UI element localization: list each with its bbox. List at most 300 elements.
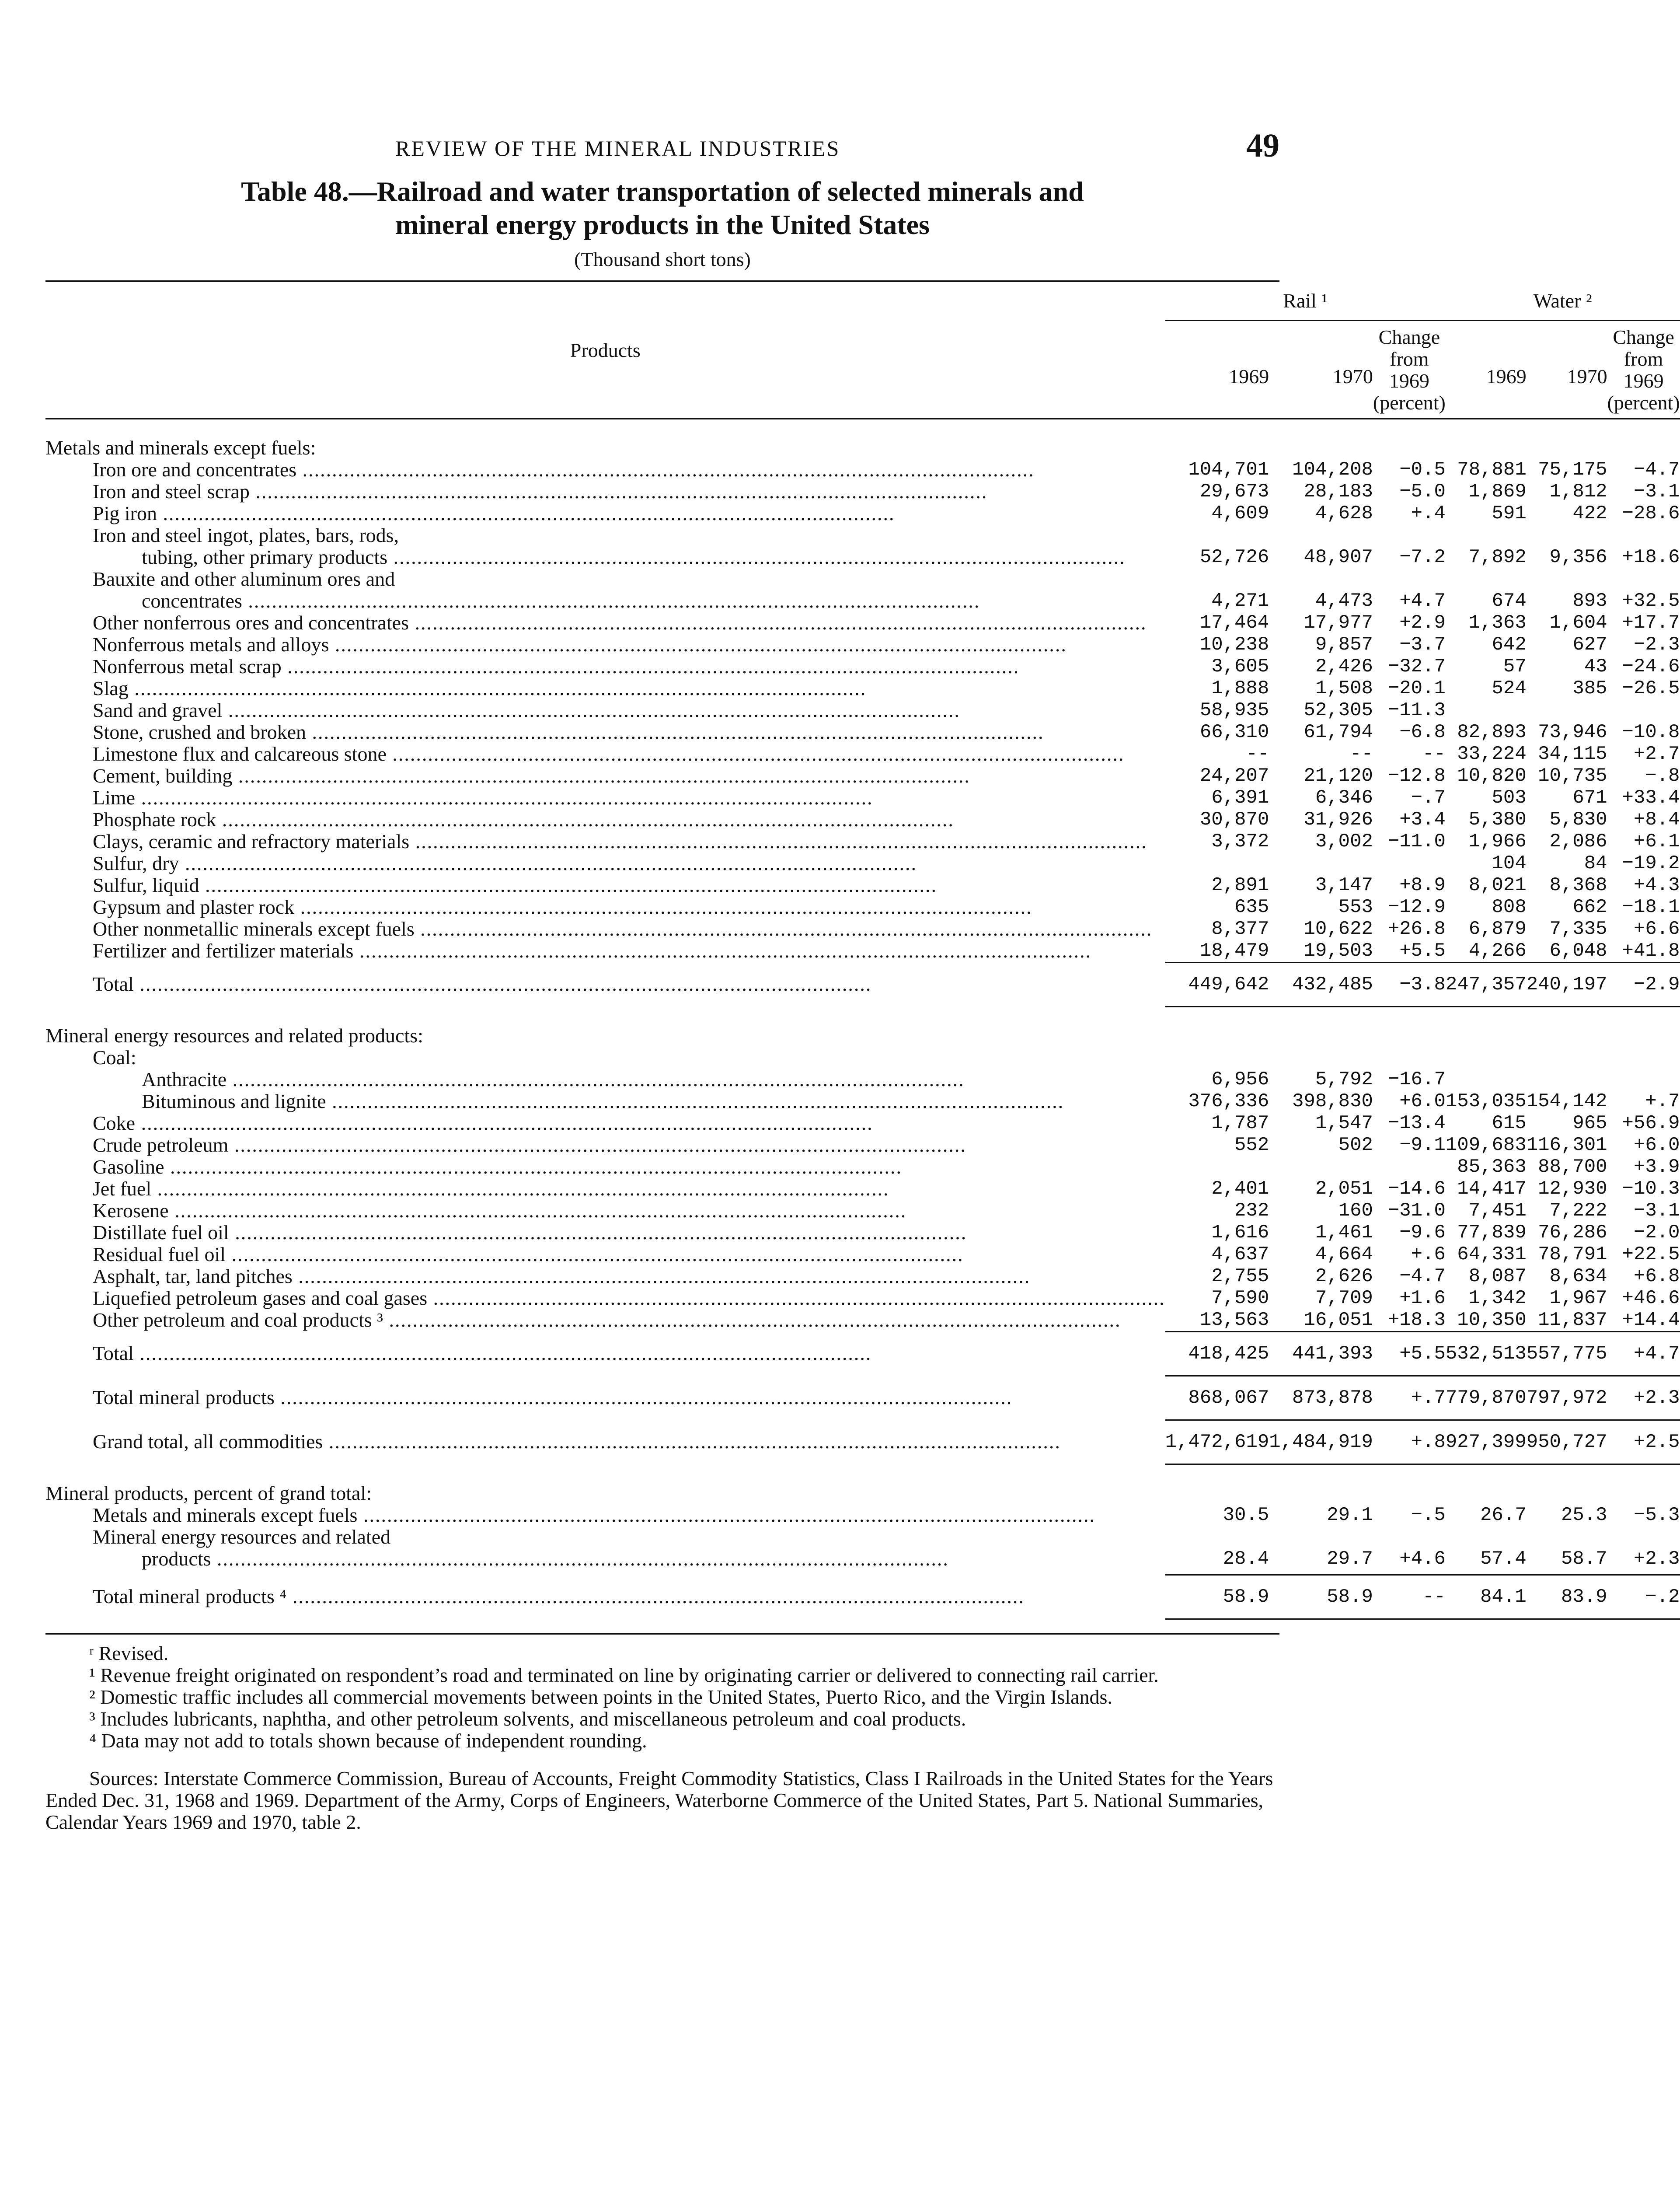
rail-change-cell (1373, 568, 1446, 590)
rail-1969-cell: 104,701 (1188, 459, 1269, 481)
rail-1970-cell: 28,183 (1304, 481, 1373, 503)
water-1969-cell (1446, 699, 1527, 721)
water-1969-cell: 247,357 (1446, 963, 1527, 1007)
water-1970-cell: 83.9 (1527, 1575, 1607, 1619)
table-row (45, 809, 1680, 831)
water-change-cell (1607, 524, 1680, 546)
water-1970-cell: 627 (1572, 634, 1607, 656)
row-label-text: Cement, building ..... (93, 765, 970, 787)
water-1969-cell: 808 (1492, 896, 1527, 918)
row-label-text: Sulfur, dry ..... (93, 852, 917, 874)
rail-1969-cell: 1,472,619 (1165, 1420, 1269, 1464)
rail-1970-cell: 398,830 (1292, 1090, 1373, 1112)
rail-1969-cell: 3,372 (1211, 831, 1269, 852)
water-change-cell: +6.6 (1633, 918, 1680, 940)
water-change-cell: −18.1 (1622, 896, 1680, 918)
row-label (45, 1222, 1165, 1244)
water-1969-cell: 104 (1492, 852, 1527, 874)
water-change-cell: −.2 (1607, 1575, 1680, 1619)
row-label (45, 634, 1165, 656)
table-row (45, 940, 1680, 963)
water-change-cell (1607, 1069, 1680, 1090)
row-label-text: Sulfur, liquid ..... (93, 874, 937, 896)
water-1969-cell: 1,342 (1468, 1287, 1527, 1309)
water-change-cell: −5.3 (1633, 1504, 1680, 1526)
rail-1969-cell: 6,391 (1211, 787, 1269, 809)
water-change-cell: +6.8 (1633, 1265, 1680, 1287)
rail-1970-cell: 553 (1338, 896, 1373, 918)
row-label-text: Residual fuel oil ..... (93, 1243, 964, 1265)
water-1970-cell: 7,222 (1549, 1200, 1607, 1222)
row-label (45, 1069, 1165, 1090)
row-label-text: Other nonmetallic minerals except fuels ..... (93, 918, 1152, 940)
row-label-text: Crude petroleum ..... (93, 1134, 966, 1156)
rail-change-cell: −3.8 (1373, 963, 1446, 1007)
water-1969-cell: 57.4 (1480, 1548, 1527, 1570)
water-change-cell: +22.5 (1622, 1244, 1680, 1265)
water-1969-cell: 57 (1503, 656, 1527, 678)
rail-1970-cell: -- (1350, 743, 1373, 765)
water-1970-cell: 2,086 (1549, 831, 1607, 852)
table-row (45, 831, 1680, 852)
water-1969-cell: 10,820 (1457, 765, 1527, 787)
page-number: 49 (1246, 127, 1279, 164)
row-label (45, 546, 1165, 568)
rail-1969-cell: 1,616 (1211, 1222, 1269, 1244)
water-1969-cell: 524 (1492, 678, 1527, 699)
footnote-revised: ʳ Revised. (89, 1642, 169, 1664)
row-label (45, 1376, 1165, 1420)
row-label (45, 1548, 1165, 1575)
table-row (45, 481, 1680, 503)
rail-1970-cell: 10,622 (1304, 918, 1373, 940)
row-label-text: Other nonferrous ores and concentrates ..... (93, 611, 1147, 634)
rail-1969-cell: 8,377 (1211, 918, 1269, 940)
water-change-cell: −.8 (1645, 765, 1680, 787)
water-change-header (1607, 321, 1680, 419)
table-row (45, 1332, 1680, 1376)
water-1970-cell: 12,930 (1538, 1178, 1607, 1200)
rail-1970-cell: 502 (1338, 1134, 1373, 1156)
water-1970-cell: 75,175 (1538, 459, 1607, 481)
footnote-3: ³ Includes lubricants, naphtha, and other petroleum solvents, and miscellaneous petroleum and coal products. (89, 1708, 966, 1730)
section-label: Mineral energy resources and related products: (45, 1024, 423, 1047)
water-1969-cell: 8,087 (1468, 1265, 1527, 1287)
rail-1970-cell: 16,051 (1304, 1309, 1373, 1331)
rail-1969-cell: 3,605 (1211, 656, 1269, 678)
row-label-text: Liquefied petroleum gases and coal gases ..... (93, 1287, 1165, 1309)
water-change-cell: −4.7 (1633, 459, 1680, 481)
row-label (45, 831, 1165, 852)
rail-1970-cell: 48,907 (1304, 546, 1373, 568)
water-1969-cell: 85,363 (1457, 1156, 1527, 1178)
rail-1970-cell: 4,473 (1315, 590, 1373, 612)
rail-change-cell: −32.7 (1387, 656, 1446, 678)
water-1969-cell: 1,966 (1468, 831, 1527, 852)
water-1969-cell: 4,266 (1468, 940, 1527, 962)
rail-1969-cell: 2,755 (1211, 1265, 1269, 1287)
row-label (45, 1178, 1165, 1200)
row-label (45, 765, 1165, 787)
rail-change-cell: −4.7 (1399, 1265, 1446, 1287)
rail-1970-cell: 7,709 (1315, 1287, 1373, 1309)
row-label-text: Bituminous and lignite ..... (142, 1090, 1064, 1112)
rail-change-cell (1373, 852, 1446, 874)
water-change-cell: +2.3 (1633, 1548, 1680, 1570)
rail-1969-cell: 24,207 (1199, 765, 1269, 787)
rail-change-cell: −7.2 (1399, 546, 1446, 568)
water-change-l1: Change (1613, 326, 1674, 348)
rail-1970-cell: 2,051 (1315, 1178, 1373, 1200)
water-1969-cell: 7,451 (1468, 1200, 1527, 1222)
table-title-line2: mineral energy products in the United States (395, 209, 930, 240)
data-table-wrapper (45, 280, 1680, 1620)
row-label (45, 852, 1165, 874)
row-label (45, 612, 1165, 634)
table-row (45, 1575, 1680, 1619)
rail-change-l3: 1969 (1389, 370, 1429, 392)
water-change-cell: +2.7 (1633, 743, 1680, 765)
table-row (45, 918, 1680, 940)
rail-1970-cell (1269, 1156, 1373, 1178)
water-change-cell: +18.6 (1622, 546, 1680, 568)
row-label-text: Coke ..... (93, 1112, 873, 1134)
table-units: (Thousand short tons) (574, 248, 751, 270)
row-label (45, 1420, 1165, 1464)
water-1969-cell: 77,839 (1457, 1222, 1527, 1244)
table-row (45, 852, 1680, 874)
row-label (45, 918, 1165, 940)
rail-1970-header: 1970 (1332, 365, 1373, 388)
row-label (45, 678, 1165, 699)
row-label (45, 721, 1165, 743)
rail-1969-header: 1969 (1229, 365, 1269, 388)
rail-change-cell: +4.7 (1399, 590, 1446, 612)
rail-1969-cell: 30,870 (1199, 809, 1269, 831)
water-1969-cell: 674 (1492, 590, 1527, 612)
table-row (45, 1287, 1680, 1309)
rail-1969-cell: 66,310 (1199, 721, 1269, 743)
row-label-text: Gasoline ..... (93, 1156, 902, 1178)
rail-change-cell: +5.5 (1373, 1332, 1446, 1376)
rail-change-cell: −6.8 (1399, 721, 1446, 743)
rail-1969-cell: 418,425 (1165, 1332, 1269, 1376)
rail-1969-cell: 449,642 (1165, 963, 1269, 1007)
rail-change-cell (1373, 1156, 1446, 1178)
rail-1969-cell: 868,067 (1165, 1376, 1269, 1420)
water-1970-cell: 78,791 (1538, 1244, 1607, 1265)
water-1969-cell: 64,331 (1457, 1244, 1527, 1265)
water-1970-cell (1527, 524, 1607, 546)
table-row (45, 1112, 1680, 1134)
footnote-4: ⁴ Data may not add to totals shown because of independent rounding. (89, 1729, 647, 1752)
water-1970-cell: 557,775 (1527, 1332, 1607, 1376)
table-row (45, 1309, 1680, 1332)
rail-change-cell: −9.6 (1399, 1222, 1446, 1244)
water-1970-cell: 1,812 (1549, 481, 1607, 503)
table-row (45, 1156, 1680, 1178)
data-table (45, 282, 1680, 1620)
water-1969-cell: 7,892 (1468, 546, 1527, 568)
water-1970-cell: 76,286 (1538, 1222, 1607, 1244)
row-label-text: Clays, ceramic and refractory materials ..... (93, 830, 1147, 852)
water-1970-cell: 5,830 (1549, 809, 1607, 831)
water-1969-cell: 591 (1492, 503, 1527, 524)
water-header: Water ² (1446, 282, 1680, 321)
products-header: Products (570, 339, 641, 361)
rail-1969-cell: 10,238 (1199, 634, 1269, 656)
table-row (45, 699, 1680, 721)
water-1969-cell: 10,350 (1457, 1309, 1527, 1331)
rail-1970-cell: 3,002 (1315, 831, 1373, 852)
row-label (45, 1332, 1165, 1376)
row-label-text: Total ..... (93, 1342, 871, 1364)
section-label: Coal: (93, 1046, 136, 1069)
water-1969-cell: 153,035 (1445, 1090, 1527, 1112)
table-row (45, 1420, 1680, 1464)
rail-1969-cell: 52,726 (1199, 546, 1269, 568)
row-label (45, 743, 1165, 765)
row-label (45, 1134, 1165, 1156)
water-1970-cell: 7,335 (1549, 918, 1607, 940)
rail-1970-cell: 432,485 (1269, 963, 1373, 1007)
rail-1969-cell: 58,935 (1199, 699, 1269, 721)
water-change-cell: −28.6 (1622, 503, 1680, 524)
rail-1970-cell: 1,508 (1315, 678, 1373, 699)
water-change-cell: +14.4 (1622, 1309, 1680, 1331)
footnote-2: ² Domestic traffic includes all commercial movements between points in the United States, Puerto Rico, and the Virgin Islands. (89, 1686, 1112, 1708)
water-1970-cell: 6,048 (1549, 940, 1607, 962)
rail-change-cell: +8.9 (1399, 874, 1446, 896)
water-change-cell: +46.6 (1622, 1287, 1680, 1309)
water-1969-cell: 1,363 (1468, 612, 1527, 634)
water-1970-header: 1970 (1567, 365, 1607, 388)
table-row (45, 1265, 1680, 1287)
water-1970-cell (1527, 1069, 1607, 1090)
rail-1970-cell (1269, 568, 1373, 590)
table-row (45, 612, 1680, 634)
water-1969-cell: 532,513 (1446, 1332, 1527, 1376)
rail-change-cell: −12.8 (1387, 765, 1446, 787)
row-label-text: Nonferrous metal scrap ..... (93, 655, 1019, 678)
table-row (45, 634, 1680, 656)
rail-1969-cell (1165, 568, 1269, 590)
table-body (45, 419, 1680, 1619)
rail-1969-cell: 376,336 (1188, 1090, 1269, 1112)
row-label-text: Total mineral products ..... (93, 1386, 1012, 1408)
row-label-text: Iron and steel scrap ..... (93, 480, 987, 503)
row-label (45, 1309, 1165, 1332)
water-change-cell: +3.9 (1633, 1156, 1680, 1178)
rail-1970-cell: 2,626 (1315, 1265, 1373, 1287)
water-1969-cell: 109,683 (1445, 1134, 1527, 1156)
rail-change-cell: −.7 (1411, 787, 1446, 809)
section-row (45, 419, 1680, 459)
row-label-text: Other petroleum and coal products ³ ..... (93, 1309, 1121, 1331)
rail-1970-cell: 19,503 (1304, 940, 1373, 962)
row-label-text: Jet fuel ..... (93, 1177, 889, 1200)
rail-change-cell: +2.9 (1399, 612, 1446, 634)
rail-change-cell: +.7 (1373, 1376, 1446, 1420)
row-label (45, 809, 1165, 831)
water-1969-cell: 503 (1492, 787, 1527, 809)
table-row (45, 874, 1680, 896)
rail-change-cell (1373, 524, 1446, 546)
table-row (45, 1090, 1680, 1112)
running-header (45, 127, 1279, 175)
rail-change-cell: +1.6 (1399, 1287, 1446, 1309)
row-label-text: Total mineral products ⁴ ..... (93, 1585, 1025, 1607)
rail-1970-cell: 4,628 (1315, 503, 1373, 524)
rail-change-cell: -- (1422, 743, 1446, 765)
rail-change-cell: −3.7 (1399, 634, 1446, 656)
water-1969-cell: 78,881 (1457, 459, 1527, 481)
row-label-text: Lime ..... (93, 786, 873, 809)
rail-1969-cell: 6,956 (1211, 1069, 1269, 1090)
rail-1970-cell: 104,208 (1292, 459, 1373, 481)
table-row (45, 546, 1680, 568)
rail-change-cell: −12.9 (1387, 896, 1446, 918)
water-1970-cell: 422 (1572, 503, 1607, 524)
table-row (45, 1222, 1680, 1244)
row-label-text: Fertilizer and fertilizer materials ..... (93, 940, 1091, 962)
table-title-line1: Table 48.—Railroad and water transportation of selected minerals and (241, 176, 1084, 207)
rail-1969-cell: 58.9 (1165, 1575, 1269, 1619)
water-change-cell: +56.9 (1622, 1112, 1680, 1134)
water-1970-cell: 34,115 (1538, 743, 1607, 765)
row-label (45, 1200, 1165, 1222)
table-row (45, 1548, 1680, 1575)
rail-1969-cell: 2,891 (1211, 874, 1269, 896)
rail-change-cell: −11.3 (1387, 699, 1446, 721)
table-row (45, 743, 1680, 765)
water-change-l4: (percent) (1607, 391, 1680, 414)
row-label (45, 963, 1165, 1007)
water-1969-cell: 927,399 (1446, 1420, 1527, 1464)
water-1969-cell: 5,380 (1468, 809, 1527, 831)
water-1970-cell: 43 (1584, 656, 1607, 678)
table-row (45, 765, 1680, 787)
water-1970-cell: 84 (1584, 852, 1607, 874)
row-label (45, 1287, 1165, 1309)
row-label-text: Stone, crushed and broken ..... (93, 721, 1044, 743)
table-row (45, 590, 1680, 612)
rail-1969-cell: 635 (1234, 896, 1269, 918)
water-1969-cell: 642 (1492, 634, 1527, 656)
water-1969-cell: 8,021 (1468, 874, 1527, 896)
document-page (45, 127, 1680, 1833)
row-label-text: Sand and gravel ..... (93, 699, 960, 721)
rail-1969-cell: 1,787 (1211, 1112, 1269, 1134)
rail-1970-cell: 5,792 (1315, 1069, 1373, 1090)
table-row (45, 721, 1680, 743)
rail-1970-cell: 160 (1338, 1200, 1373, 1222)
row-label-text: Bauxite and other aluminum ores and (93, 568, 395, 590)
rail-change-cell: +3.4 (1399, 809, 1446, 831)
row-label (45, 896, 1165, 918)
rail-change-cell: −0.5 (1399, 459, 1446, 481)
rail-1970-cell: 3,147 (1315, 874, 1373, 896)
rail-change-cell: −.5 (1411, 1504, 1446, 1526)
rail-1970-cell: 9,857 (1315, 634, 1373, 656)
water-1969-cell: 26.7 (1480, 1504, 1527, 1526)
rail-change-cell: −13.4 (1387, 1112, 1446, 1134)
row-label-text: Nonferrous metals and alloys ..... (93, 633, 1067, 656)
row-label (45, 1575, 1165, 1619)
water-1970-cell: 950,727 (1527, 1420, 1607, 1464)
rail-1970-cell: 873,878 (1269, 1376, 1373, 1420)
rail-1969-cell (1165, 524, 1269, 546)
row-label (45, 1112, 1165, 1134)
rail-1970-cell: 58.9 (1269, 1575, 1373, 1619)
rail-change-cell: +4.6 (1399, 1548, 1446, 1570)
water-change-cell: −3.1 (1633, 481, 1680, 503)
section-row (45, 1047, 1680, 1069)
rail-change-cell: −16.7 (1387, 1069, 1446, 1090)
rail-change-l1: Change (1378, 326, 1440, 348)
rail-1970-cell: 21,120 (1304, 765, 1373, 787)
water-1969-cell: 779,870 (1446, 1376, 1527, 1420)
rail-change-cell: +6.0 (1399, 1090, 1446, 1112)
water-1969-cell (1446, 1069, 1527, 1090)
row-label-text: Iron ore and concentrates ..... (93, 458, 1035, 481)
row-label-text: Metals and minerals except fuels ..... (93, 1504, 1095, 1526)
water-change-cell: −19.2 (1622, 852, 1680, 874)
water-change-cell (1607, 699, 1680, 721)
row-label (45, 1265, 1165, 1287)
water-1970-cell: 385 (1572, 678, 1607, 699)
water-change-cell: +6.0 (1633, 1134, 1680, 1156)
water-1970-cell: 11,837 (1538, 1309, 1607, 1331)
water-change-cell: −24.6 (1622, 656, 1680, 678)
table-row (45, 1244, 1680, 1265)
rail-1970-cell: 1,547 (1315, 1112, 1373, 1134)
row-label-text: Gypsum and plaster rock ..... (93, 896, 1032, 918)
rail-change-cell: -- (1373, 1575, 1446, 1619)
rail-1970-cell: 1,461 (1315, 1222, 1373, 1244)
rail-1969-cell: 1,888 (1211, 678, 1269, 699)
water-change-cell: −2.9 (1607, 963, 1680, 1007)
water-1969-header: 1969 (1486, 365, 1527, 388)
water-change-cell: +33.4 (1622, 787, 1680, 809)
water-change-cell: −2.0 (1633, 1222, 1680, 1244)
water-1969-cell: 615 (1492, 1112, 1527, 1134)
water-1970-cell: 893 (1572, 590, 1607, 612)
water-change-cell: +6.1 (1633, 831, 1680, 852)
row-label-text: concentrates ..... (142, 590, 980, 612)
table-row (45, 1134, 1680, 1156)
rail-1970-cell: 441,393 (1269, 1332, 1373, 1376)
water-change-cell: +41.8 (1622, 940, 1680, 962)
water-change-cell: −26.5 (1622, 678, 1680, 699)
water-1970-cell: 10,735 (1538, 765, 1607, 787)
water-1970-cell: 8,634 (1549, 1265, 1607, 1287)
water-change-cell: −3.1 (1633, 1200, 1680, 1222)
water-1970-cell: 1,604 (1549, 612, 1607, 634)
water-change-cell: −10.3 (1622, 1178, 1680, 1200)
water-change-cell: +4.3 (1633, 874, 1680, 896)
water-1970-cell: 154,142 (1526, 1090, 1607, 1112)
rail-change-cell: +.8 (1373, 1420, 1446, 1464)
water-1970-cell: 1,967 (1549, 1287, 1607, 1309)
row-label (45, 656, 1165, 678)
section-row (45, 1007, 1680, 1047)
water-change-cell: +4.7 (1607, 1332, 1680, 1376)
row-label-text: Phosphate rock ..... (93, 808, 954, 831)
rail-header: Rail ¹ (1165, 282, 1446, 321)
water-1969-cell (1446, 524, 1527, 546)
row-label (45, 459, 1165, 481)
